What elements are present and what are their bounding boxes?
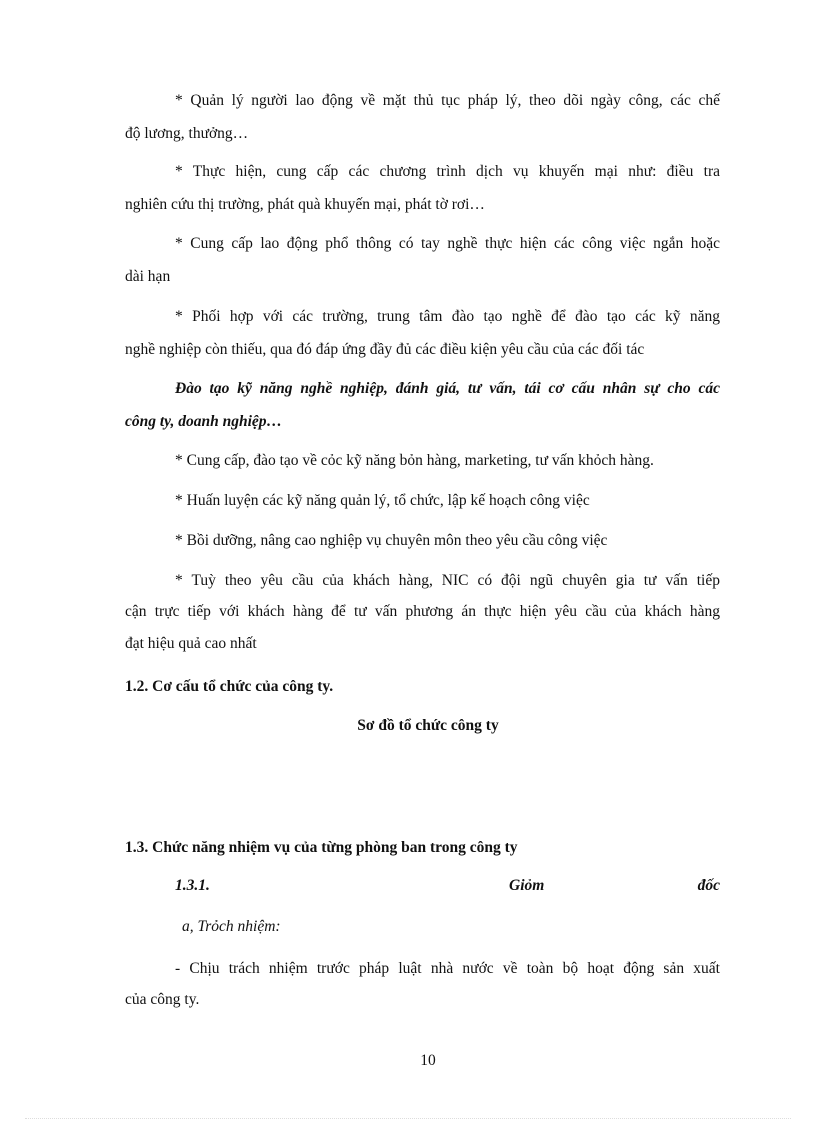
section-heading-1-2: 1.2. Cơ cấu tổ chức của công ty. [125, 678, 334, 695]
section-heading-1-3: 1.3. Chức năng nhiệm vụ của từng phòng ban trong công ty [125, 839, 518, 856]
paragraph-line: * Quản lý người lao động về mặt thủ tục pháp lý, theo dõi ngày công, các chế [175, 92, 720, 109]
heading-number: 1.3.1. [175, 877, 210, 894]
paragraph-line: của công ty. [125, 991, 200, 1008]
paragraph-line: dài hạn [125, 268, 171, 285]
paragraph-line: * Bồi dưỡng, nâng cao nghiệp vụ chuyên môn theo yêu cầu công việc [175, 532, 608, 549]
paragraph-line: * Thực hiện, cung cấp các chương trình dịch vụ khuyến mại như: điều tra [175, 163, 720, 180]
section-heading-line: công ty, doanh nghiệp… [125, 413, 283, 430]
section-heading-1-3-1 [175, 876, 720, 896]
heading-word: đốc [697, 877, 720, 894]
paragraph-line: * Cung cấp lao động phổ thông có tay nghề thực hiện các công việc ngắn hoặc [175, 235, 720, 252]
heading-word: Giỏm [509, 877, 545, 894]
paragraph-line: nghề nghiệp còn thiếu, qua đó đáp ứng đầy đủ các điều kiện yêu cầu của các đối tác [125, 341, 645, 358]
subsection-label: a, Trỏch nhiệm: [182, 918, 281, 935]
paragraph-line: * Cung cấp, đào tạo về cỏc kỹ năng bỏn hàng, marketing, tư vấn khỏch hàng. [175, 452, 654, 469]
paragraph-line: cận trực tiếp với khách hàng để tư vấn phương án thực hiện yêu cầu của khách hàng [125, 603, 720, 620]
paragraph-line: * Phối hợp với các trường, trung tâm đào tạo nghề để đào tạo các kỹ năng [175, 308, 720, 325]
paragraph-line: * Tuỳ theo yêu cầu của khách hàng, NIC có đội ngũ chuyên gia tư vấn tiếp [175, 572, 720, 589]
page-number: 10 [420, 1052, 436, 1069]
paragraph-line: độ lương, thưởng… [125, 125, 249, 142]
paragraph-line: đạt hiệu quả cao nhất [125, 635, 257, 652]
paragraph-line: - Chịu trách nhiệm trước pháp luật nhà nước về toàn bộ hoạt động sản xuất [175, 960, 720, 977]
page-bottom-border [25, 1118, 791, 1119]
paragraph-line: nghiên cứu thị trường, phát quà khuyến mại, phát tờ rơi… [125, 196, 485, 213]
org-chart-caption: Sơ đồ tổ chức công ty [357, 717, 499, 734]
section-heading-line: Đào tạo kỹ năng nghề nghiệp, đánh giá, tư vấn, tái cơ cấu nhân sự cho các [175, 380, 720, 397]
paragraph-line: * Huấn luyện các kỹ năng quản lý, tổ chức, lập kế hoạch công việc [175, 492, 590, 509]
